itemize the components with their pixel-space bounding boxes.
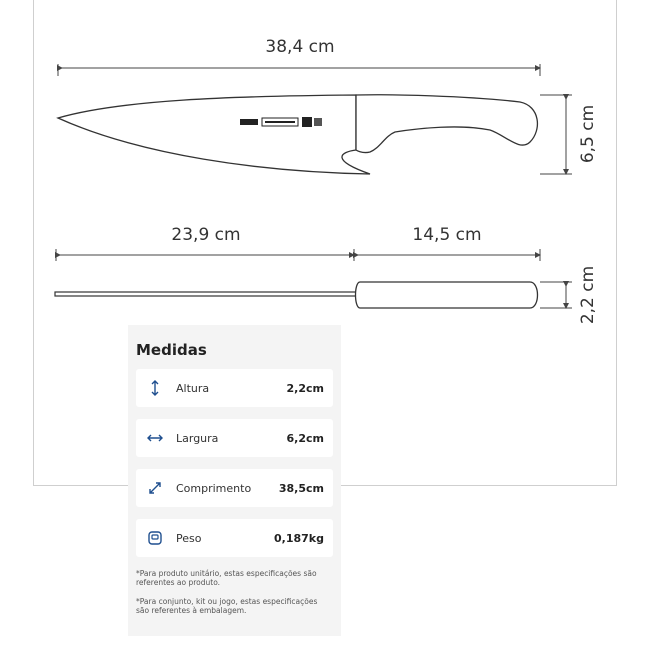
handle-thickness-label: 2,2 cm [578,265,598,325]
note-kit: *Para conjunto, kit ou jogo, estas especificações são referentes à embalagem. [136,597,318,615]
handle-length-label: 14,5 cm [412,225,482,245]
blade-height-label: 6,5 cm [578,104,598,164]
specs-panel [128,325,341,636]
width-arrow-icon [146,429,164,447]
spec-label: Largura [176,431,219,445]
spec-row-length [136,469,333,507]
height-arrow-icon [146,379,164,397]
blade-length-dimension [56,225,354,261]
spec-label: Peso [176,531,202,545]
spec-row-width [136,419,333,457]
overall-length-label: 38,4 cm [265,37,335,57]
spec-value: 38,5cm [278,481,324,495]
spec-label: Altura [176,381,210,395]
spec-label: Comprimento [176,481,252,495]
handle-thickness-dimension [540,266,598,324]
spec-value: 0,187kg [274,531,324,545]
overall-length-dimension [58,37,540,76]
length-arrow-icon [146,479,164,497]
blade-length-label: 23,9 cm [171,225,241,245]
knife-side-view [58,95,537,174]
weight-icon [146,529,164,547]
spec-value: 2,2cm [286,381,324,395]
spec-value: 6,2cm [286,431,324,445]
spec-row-height [136,369,333,407]
blade-height-dimension [540,95,598,174]
specs-title: Medidas [136,341,207,359]
knife-top-view [55,282,538,308]
note-unit: *Para produto unitário, estas especificações são referentes ao produto. [136,569,317,587]
spec-row-weight [136,519,333,557]
handle-length-dimension [356,225,540,261]
